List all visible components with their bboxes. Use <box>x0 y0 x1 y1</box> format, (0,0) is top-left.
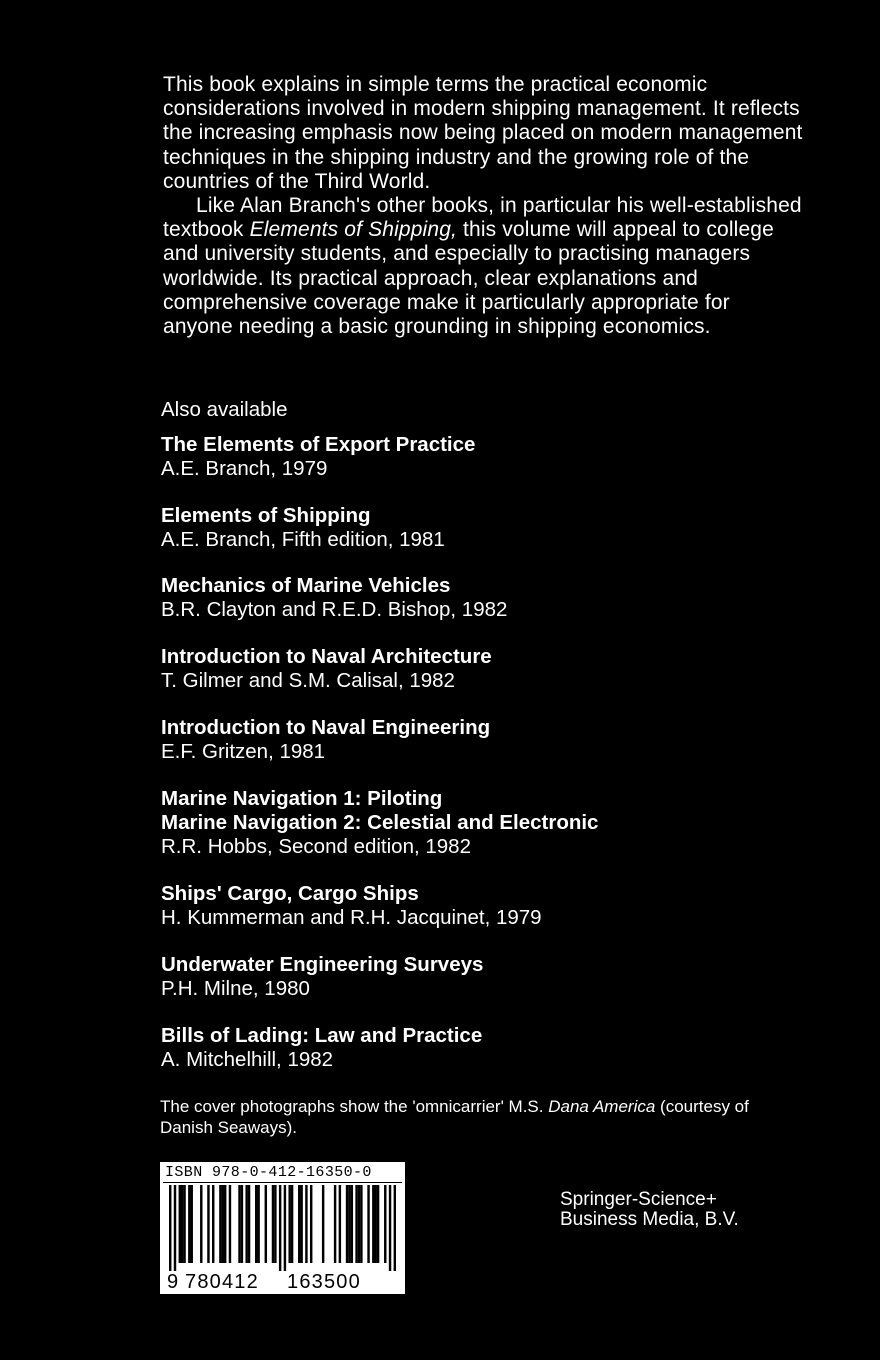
barcode-bar <box>274 1185 276 1263</box>
cover-photo-credit <box>160 1097 780 1138</box>
ean-left-group: 780412 <box>185 1271 259 1293</box>
book-title: Bills of Lading: Law and Practice <box>161 1024 483 1047</box>
also-available-heading: Also available <box>161 398 288 421</box>
isbn-barcode-block <box>160 1162 405 1294</box>
barcode-bar <box>279 1185 281 1271</box>
barcode-bar <box>224 1185 226 1263</box>
barcode-bar <box>219 1185 221 1263</box>
barcode-bar <box>222 1185 224 1263</box>
book-item <box>161 787 598 859</box>
barcode-bar <box>300 1185 302 1263</box>
ean-first-digit: 9 <box>167 1271 179 1293</box>
blurb <box>163 73 803 339</box>
barcode-bar <box>255 1185 257 1263</box>
ship-name: Dana America <box>548 1097 656 1116</box>
isbn-label: ISBN 978-0-412-16350-0 <box>165 1164 372 1181</box>
barcode-bar <box>377 1185 379 1263</box>
book-item <box>161 882 542 930</box>
barcode-bar <box>238 1185 240 1263</box>
publisher <box>560 1190 739 1230</box>
ean-right-group: 163500 <box>287 1271 361 1293</box>
book-author: A.E. Branch, 1979 <box>161 457 328 480</box>
book-title: Ships' Cargo, Cargo Ships <box>161 882 419 905</box>
cover-note-end: (courtesy of Danish Seaways). <box>160 1097 749 1137</box>
book-title: Elements of Shipping <box>161 504 371 527</box>
book-item <box>161 504 445 552</box>
barcode-bar <box>360 1185 362 1263</box>
barcode-bar <box>367 1185 369 1263</box>
cover-note-start: The cover photographs show the 'omnicarrier' M.S. <box>160 1097 549 1116</box>
barcode-bar <box>248 1185 250 1263</box>
barcode-bar <box>305 1185 307 1263</box>
book-title-secondary: Marine Navigation 2: Celestial and Electronic <box>161 811 599 834</box>
barcode-bar <box>174 1185 176 1271</box>
book-title: Introduction to Naval Architecture <box>161 645 492 668</box>
barcode-bar <box>245 1185 247 1263</box>
barcode-icon <box>169 1185 396 1271</box>
book-author: A. Mitchelhill, 1982 <box>161 1048 334 1071</box>
barcode-bar <box>169 1185 171 1271</box>
book-author: P.H. Milne, 1980 <box>161 977 310 1000</box>
book-author: B.R. Clayton and R.E.D. Bishop, 1982 <box>161 598 508 621</box>
barcode-bar <box>334 1185 336 1263</box>
blurb-paragraph-2 <box>163 194 803 339</box>
barcode-bar <box>384 1185 386 1263</box>
book-author: A.E. Branch, Fifth edition, 1981 <box>161 528 445 551</box>
barcode-bar <box>257 1185 259 1263</box>
barcode-bar <box>207 1185 209 1263</box>
barcode-bar <box>265 1185 267 1263</box>
barcode-bar <box>339 1185 341 1263</box>
barcode-bar <box>389 1185 391 1271</box>
barcode-bar <box>358 1185 360 1263</box>
barcode-bar <box>181 1185 183 1263</box>
book-author: R.R. Hobbs, Second edition, 1982 <box>161 835 471 858</box>
book-item <box>161 1024 482 1072</box>
barcode-bar <box>351 1185 353 1263</box>
book-title: Mechanics of Marine Vehicles <box>161 574 451 597</box>
barcode-bar <box>229 1185 231 1263</box>
book-item <box>161 953 483 1001</box>
barcode-bar <box>322 1185 324 1263</box>
barcode-bar <box>183 1185 185 1263</box>
book-title: Introduction to Naval Engineering <box>161 716 491 739</box>
book-item <box>161 433 475 481</box>
barcode-bar <box>346 1185 348 1263</box>
isbn-divider <box>163 1182 402 1183</box>
barcode-bar <box>374 1185 376 1263</box>
barcode-bar <box>298 1185 300 1263</box>
barcode-bar <box>212 1185 214 1263</box>
book-item <box>161 716 490 764</box>
book-author: E.F. Gritzen, 1981 <box>161 740 326 763</box>
barcode-bar <box>241 1185 243 1263</box>
book-title: Marine Navigation 1: Piloting <box>161 787 443 810</box>
barcode-bar <box>179 1185 181 1263</box>
book-author: H. Kummerman and R.H. Jacquinet, 1979 <box>161 906 542 929</box>
book-item <box>161 645 492 693</box>
barcode-bar <box>310 1185 312 1263</box>
book-title: Underwater Engineering Surveys <box>161 953 484 976</box>
blurb-paragraph-2-start: Like Alan Branch's other books, in particular his well-established textbook <box>163 194 802 242</box>
book-title-elements-of-shipping: Elements of Shipping, <box>249 218 458 242</box>
barcode-bar <box>188 1185 190 1263</box>
book-author: T. Gilmer and S.M. Calisal, 1982 <box>161 669 455 692</box>
publisher-line-1: Springer-Science+ <box>560 1189 717 1210</box>
book-item <box>161 574 507 622</box>
barcode-bar <box>200 1185 202 1263</box>
barcode-bar <box>394 1185 396 1271</box>
barcode-bar <box>372 1185 374 1263</box>
barcode-bar <box>291 1185 293 1263</box>
barcode-bar <box>284 1185 286 1271</box>
barcode-bar <box>272 1185 274 1263</box>
barcode-bar <box>348 1185 350 1263</box>
barcode-bar <box>191 1185 193 1263</box>
blurb-paragraph-2-end: this volume will appeal to college and university students, and especially to practising managers worldwide. Its practical approach, clear explanations and comprehensive coverage make it particularly appropriate for anyone needing a basic grounding in shipping economics. <box>163 218 774 339</box>
book-title: The Elements of Export Practice <box>161 433 476 456</box>
barcode-bar <box>288 1185 290 1263</box>
blurb-paragraph-1: This book explains in simple terms the practical economic considerations involved in modern shipping management. It reflects the increasing emphasis now being placed on modern management techniques in the shipping industry and the growing role of the countries of the Third World. <box>163 73 803 193</box>
barcode-bar <box>355 1185 357 1263</box>
publisher-line-2: Business Media, B.V. <box>560 1209 739 1230</box>
